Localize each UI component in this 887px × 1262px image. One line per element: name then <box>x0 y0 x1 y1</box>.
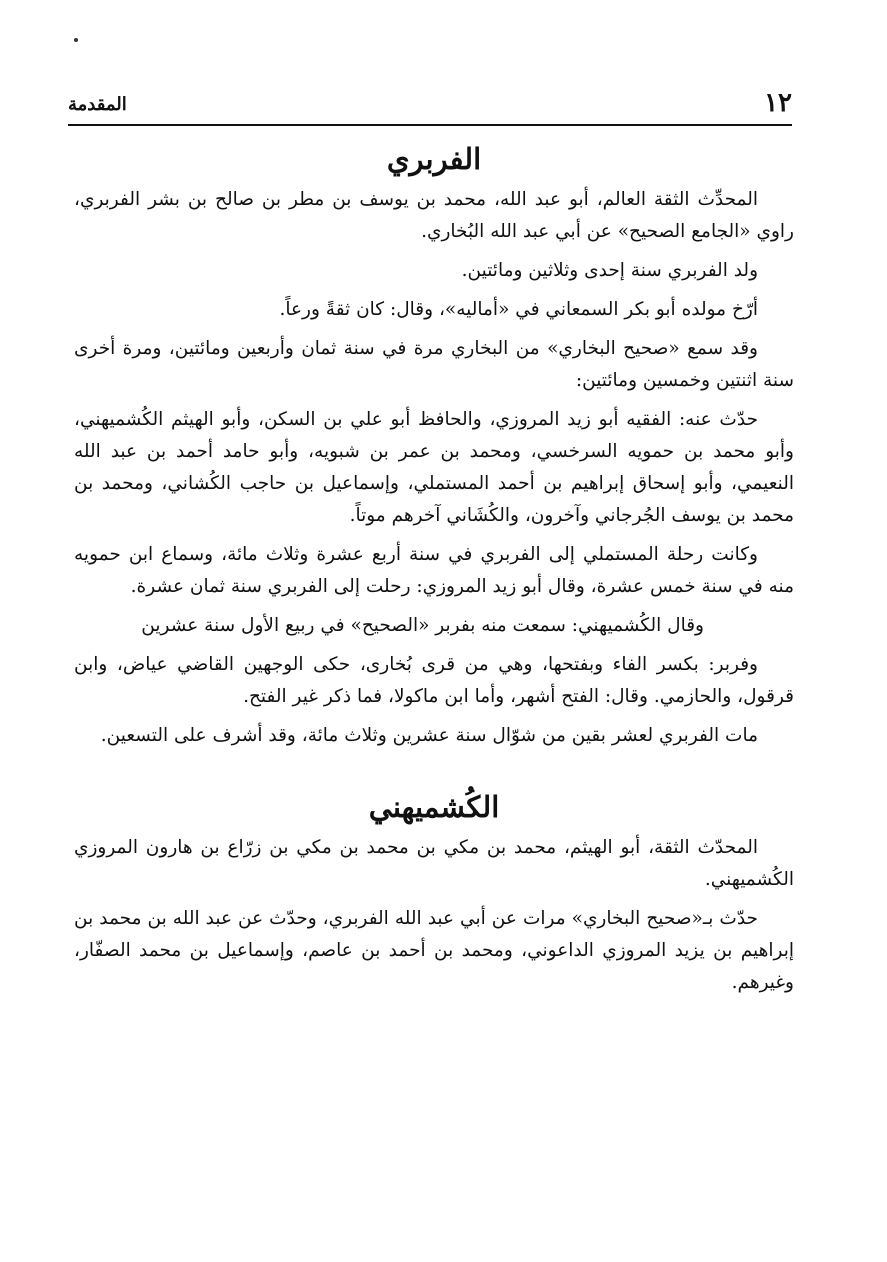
paragraph: ولد الفربري سنة إحدى وثلاثين ومائتين. <box>461 260 758 281</box>
paragraph: المحدِّث الثقة العالم، أبو عبد الله، محمد بن يوسف بن مطر بن صالح بن بشر الفربري، راوي «الجامع الصحيح» عن أبي عبد الله البُخاري. <box>74 189 794 242</box>
page-body <box>74 134 794 1006</box>
running-section-title: المقدمة <box>68 94 127 115</box>
paragraph: مات الفربري لعشر بقين من شوّال سنة عشرين وثلاث مائة، وقد أشرف على التسعين. <box>100 725 758 746</box>
page-number: ١٢ <box>764 88 792 118</box>
header-rule <box>68 124 792 126</box>
section-heading-kushmihani: الكُشميهني <box>368 790 500 824</box>
speck-mark <box>74 38 78 42</box>
paragraph: المحدّث الثقة، أبو الهيثم، محمد بن مكي بن محمد بن مكي بن زرّاع بن هارون المروزي الكُشميهني. <box>74 837 794 890</box>
paragraph: حدّث عنه: الفقيه أبو زيد المروزي، والحافظ أبو علي بن السكن، وأبو الهيثم الكُشميهني، وأبو محمد بن حمويه السرخسي، ومحمد بن عمر بن شبويه، وأبو حامد أحمد بن عبد الله النعيمي، وأبو إسحاق إبراهيم بن أحمد المستملي، وإسماعيل بن حاجب الكُشاني، ومحمد بن محمد بن يوسف الجُرجاني وآخرون، والكُشَاني آخرهم موتاً. <box>74 409 794 526</box>
paragraph: وفربر: بكسر الفاء وبفتحها، وهي من قرى بُخارى، حكى الوجهين القاضي عياض، وابن قرقول، والحازمي. وقال: الفتح أشهر، وأما ابن ماكولا، فما ذكر غير الفتح. <box>74 654 794 707</box>
paragraph: وقد سمع «صحيح البخاري» من البخاري مرة في سنة ثمان وأربعين ومائتين، ومرة أخرى سنة اثنتين وخمسين ومائتين: <box>74 338 794 391</box>
paragraph: حدّث بـ«صحيح البخاري» مرات عن أبي عبد الله الفربري، وحدّث عن عبد الله بن محمد بن إبراهيم بن يزيد المروزي الداعوني، ومحمد بن أحمد بن عاصم، وإسماعيل بن محمد الصفّار، وغيرهم. <box>74 908 794 993</box>
section-heading-farabri: الفربري <box>386 142 482 176</box>
paragraph: وكانت رحلة المستملي إلى الفربري في سنة أربع عشرة وثلاث مائة، وسماع ابن حمويه منه في سنة خمس عشرة، وقال أبو زيد المروزي: رحلت إلى الفربري سنة ثمان عشرة. <box>74 544 794 597</box>
paragraph: وقال الكُشميهني: سمعت منه بفربر «الصحيح» في ربيع الأول سنة عشرين <box>141 615 704 636</box>
running-header <box>68 88 792 126</box>
paragraph: أرّخ مولده أبو بكر السمعاني في «أماليه»، وقال: كان ثقةً ورعاً. <box>279 299 758 320</box>
